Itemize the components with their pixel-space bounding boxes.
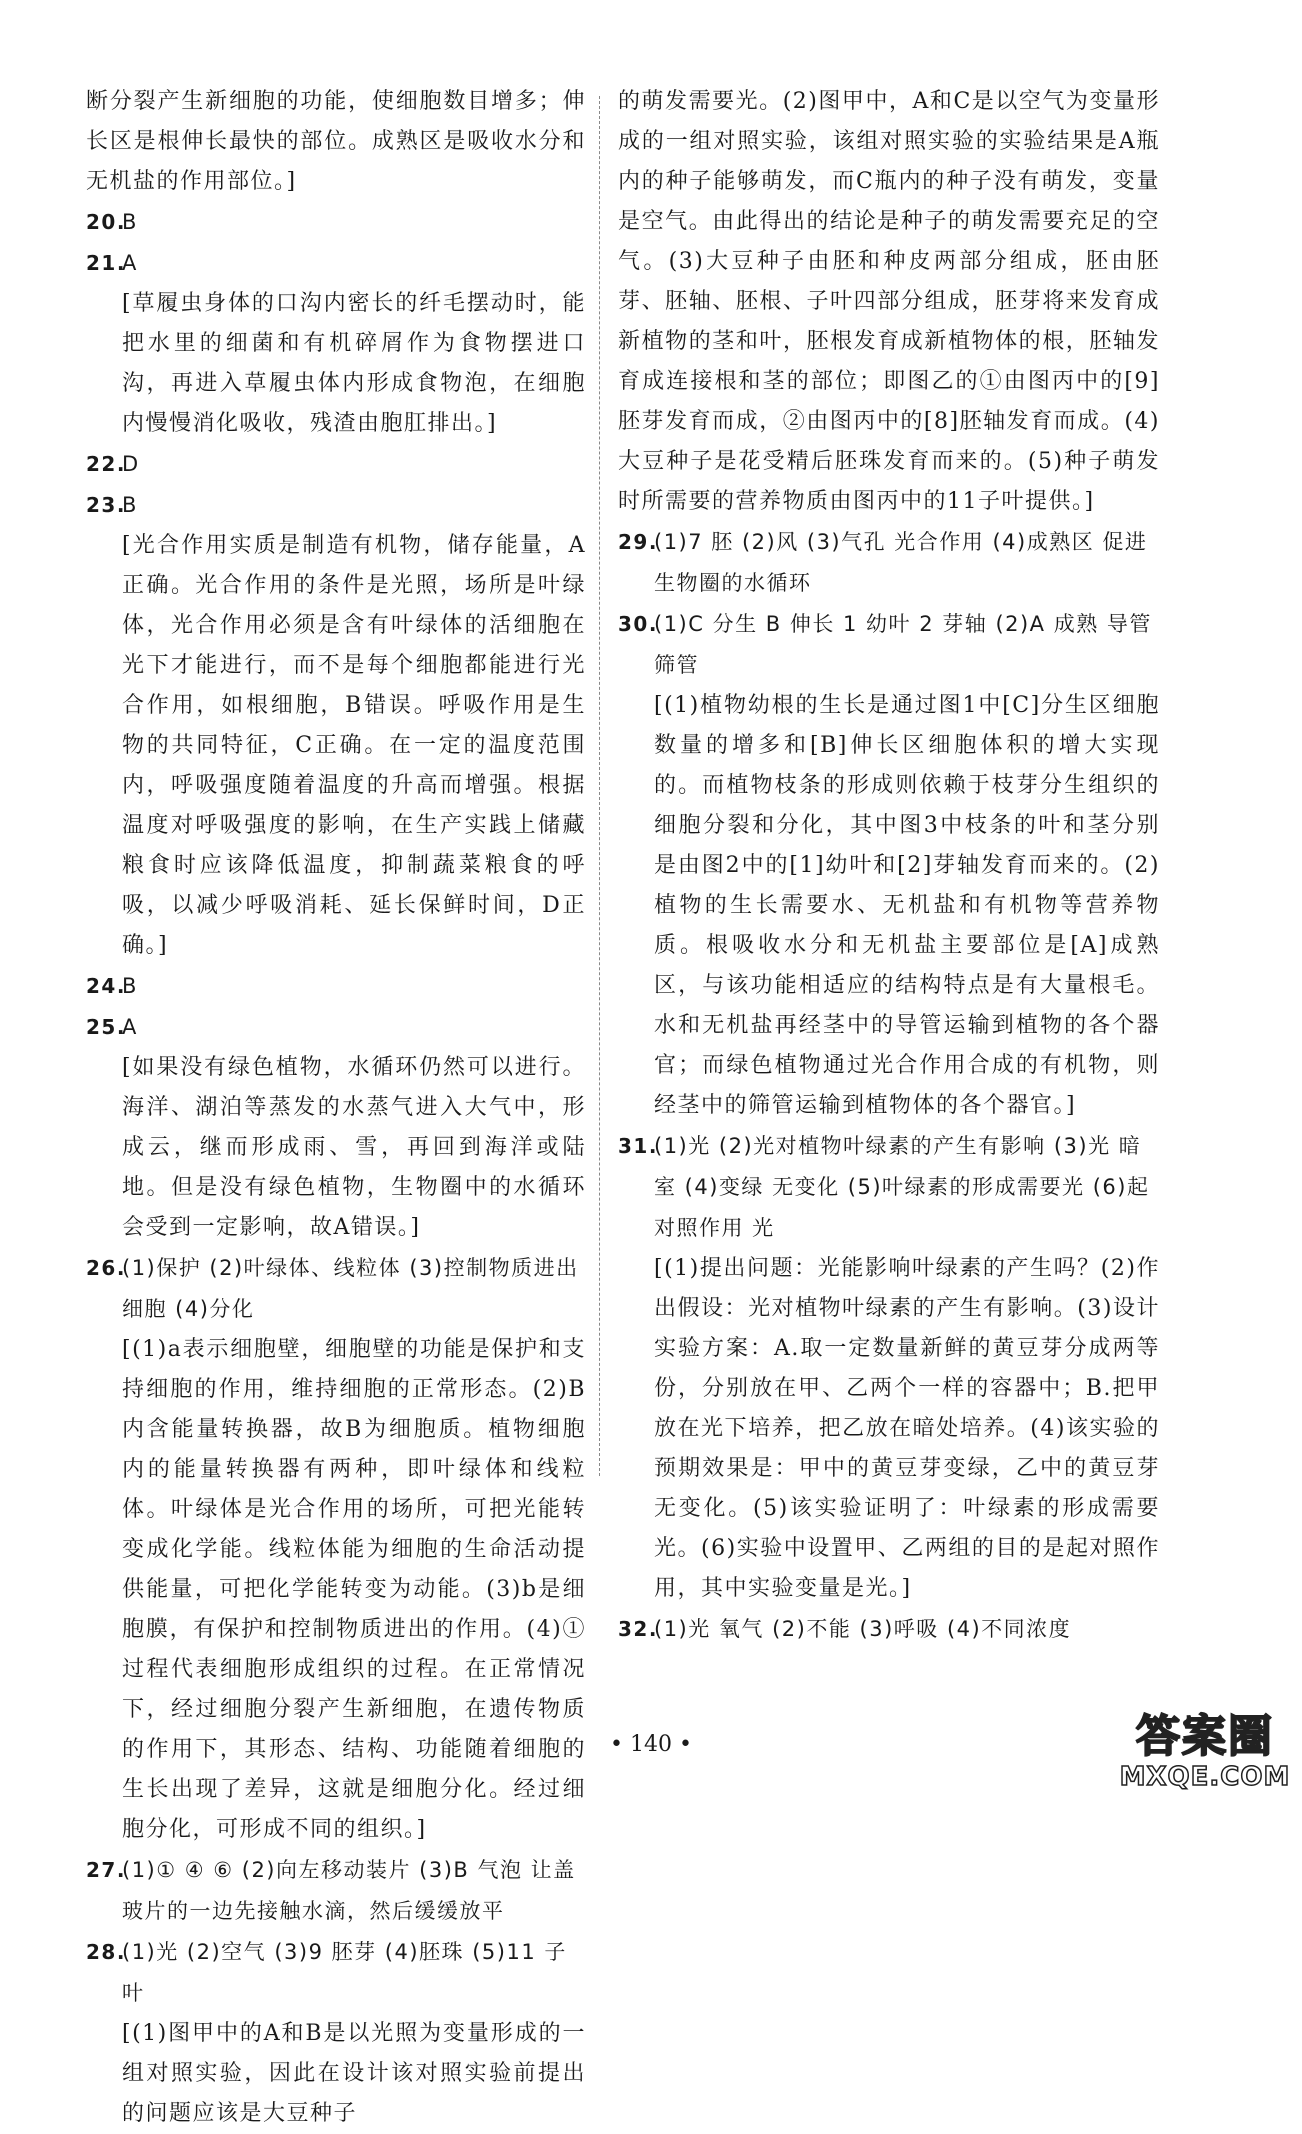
column-divider	[599, 96, 600, 1476]
answer-text: (1)① ④ ⑥ (2)向左移动装片 (3)B 气泡 让盖玻片的一边先接触水滴，然后缓缓放平	[122, 1858, 576, 1923]
explanation-text: [(1)提出问题：光能影响叶绿素的产生吗？(2)作出假设：光对植物叶绿素的产生有影响。(3)设计实验方案：A.取一定数量新鲜的黄豆芽分成两等份，分别放在甲、乙两个一样的容器中；B.把甲放在光下培养，把乙放在暗处培养。(4)该实验的预期效果是：甲中的黄豆芽变绿，乙中的黄豆芽无变化。(5)该实验证明了：叶绿素的形成需要光。(6)实验中设置甲、乙两组的目的是起对照作用，其中实验变量是光。]	[654, 1256, 1160, 1601]
question-number: 21.	[86, 251, 126, 275]
answer-text: B	[122, 210, 138, 234]
watermark-logo-text: 答案圈	[1136, 1711, 1274, 1762]
question-number: 27.	[86, 1858, 126, 1882]
answer-item	[618, 1609, 1160, 1650]
answer-text: (1)保护 (2)叶绿体、线粒体 (3)控制物质进出细胞 (4)分化	[122, 1256, 579, 1321]
continuation-text: 断分裂产生新细胞的功能，使细胞数目增多；伸长区是根伸长最快的部位。成熟区是吸收水分和无机盐的作用部位。]	[86, 89, 586, 194]
answer-item	[86, 1248, 586, 1330]
question-number: 25.	[86, 1015, 126, 1039]
left-answer-list	[86, 202, 586, 2134]
question-number: 32.	[618, 1617, 658, 1641]
question-number: 20.	[86, 210, 126, 234]
answer-item	[86, 1007, 586, 1048]
answer-text: B	[122, 974, 138, 998]
left-column	[86, 82, 586, 2134]
explanation-text: [草履虫身体的口沟内密长的纤毛摆动时，能把水里的细菌和有机碎屑作为食物摆进口沟，再进入草履虫体内形成食物泡，在细胞内慢慢消化吸收，残渣由胞肛排出。]	[122, 291, 586, 436]
answer-text: (1)光 (2)光对植物叶绿素的产生有影响 (3)光 暗室 (4)变绿 无变化 (5)叶绿素的形成需要光 (6)起对照作用 光	[654, 1134, 1150, 1240]
explanation-text: [(1)图甲中的A和B是以光照为变量形成的一组对照实验，因此在设计该对照实验前提出的问题应该是大豆种子	[122, 2021, 586, 2126]
question-number: 28.	[86, 1940, 126, 1964]
question-number: 23.	[86, 493, 126, 517]
answer-item	[618, 1126, 1160, 1249]
answer-text: B	[122, 493, 138, 517]
answer-item	[86, 1850, 586, 1932]
question-number: 31.	[618, 1134, 658, 1158]
explanation-text: [(1)a表示细胞壁，细胞壁的功能是保护和支持细胞的作用，维持细胞的正常形态。(2)B内含能量转换器，故B为细胞质。植物细胞内的能量转换器有两种，即叶绿体和线粒体。叶绿体是光合作用的场所，可把光能转变成化学能。线粒体能为细胞的生命活动提供能量，可把化学能转变为动能。(3)b是细胞膜，有保护和控制物质进出的作用。(4)①过程代表细胞形成组织的过程。在正常情况下，经过细胞分裂产生新细胞，在遗传物质的作用下，其形态、结构、功能随着细胞的生长出现了差异，这就是细胞分化。经过细胞分化，可形成不同的组织。]	[122, 1337, 586, 1842]
answer-text: A	[122, 251, 138, 275]
right-column	[618, 82, 1160, 1650]
answer-item	[618, 522, 1160, 604]
watermark-logo	[1116, 1712, 1294, 1792]
page-number: • 140 •	[610, 1732, 692, 1757]
answer-text: (1)光 氧气 (2)不能 (3)呼吸 (4)不同浓度	[654, 1617, 1072, 1641]
explanation-text: [(1)植物幼根的生长是通过图1中[C]分生区细胞数量的增多和[B]伸长区细胞体积的增大实现的。而植物枝条的形成则依赖于枝芽分生组织的细胞分裂和分化，其中图3中枝条的叶和茎分别是由图2中的[1]幼叶和[2]芽轴发育而来的。(2)植物的生长需要水、无机盐和有机物等营养物质。根吸收水分和无机盐主要部位是[A]成熟区，与该功能相适应的结构特点是有大量根毛。水和无机盐再经茎中的导管运输到植物的各个器官；而绿色植物通过光合作用合成的有机物，则经茎中的筛管运输到植物体的各个器官。]	[654, 693, 1160, 1118]
right-answer-list	[618, 522, 1160, 1650]
explanation-text: [光合作用实质是制造有机物，储存能量，A正确。光合作用的条件是光照，场所是叶绿体，光合作用必须是含有叶绿体的活细胞在光下才能进行，而不是每个细胞都能进行光合作用，如根细胞，B错误。呼吸作用是生物的共同特征，C正确。在一定的温度范围内，呼吸强度随着温度的升高而增强。根据温度对呼吸强度的影响，在生产实践上储藏粮食时应该降低温度，抑制蔬菜粮食的呼吸，以减少呼吸消耗、延长保鲜时间，D正确。]	[122, 533, 586, 958]
question-number: 26.	[86, 1256, 126, 1280]
answer-item	[86, 202, 586, 243]
answer-text: (1)7 胚 (2)风 (3)气孔 光合作用 (4)成熟区 促进生物圈的水循环	[654, 530, 1148, 595]
answer-item	[86, 1932, 586, 2014]
answer-text: D	[122, 452, 140, 476]
question-number: 30.	[618, 612, 658, 636]
question-number: 24.	[86, 974, 126, 998]
answer-text: (1)光 (2)空气 (3)9 胚芽 (4)胚珠 (5)11 子叶	[122, 1940, 567, 2005]
answer-item	[86, 444, 586, 485]
answer-text: (1)C 分生 B 伸长 1 幼叶 2 芽轴 (2)A 成熟 导管 筛管	[654, 612, 1152, 677]
answer-item	[86, 966, 586, 1007]
answer-item	[86, 485, 586, 526]
question-number: 22.	[86, 452, 126, 476]
question-number: 29.	[618, 530, 658, 554]
explanation-text: [如果没有绿色植物，水循环仍然可以进行。海洋、湖泊等蒸发的水蒸气进入大气中，形成云，继而形成雨、雪，再回到海洋或陆地。但是没有绿色植物，生物圈中的水循环会受到一定影响，故A错误。]	[122, 1055, 586, 1240]
watermark-url: MXQE.COM	[1119, 1762, 1291, 1792]
continuation-text: 的萌发需要光。(2)图甲中，A和C是以空气为变量形成的一组对照实验，该组对照实验的实验结果是A瓶内的种子能够萌发，而C瓶内的种子没有萌发，变量是空气。由此得出的结论是种子的萌发需要充足的空气。(3)大豆种子由胚和种皮两部分组成，胚由胚芽、胚轴、胚根、子叶四部分组成，胚芽将来发育成新植物的茎和叶，胚根发育成新植物体的根，胚轴发育成连接根和茎的部位；即图乙的①由图丙中的[9]胚芽发育而成，②由图丙中的[8]胚轴发育而成。(4)大豆种子是花受精后胚珠发育而来的。(5)种子萌发时所需要的营养物质由图丙中的11子叶提供。]	[618, 89, 1160, 514]
answer-text: A	[122, 1015, 138, 1039]
answer-item	[86, 243, 586, 284]
answer-item	[618, 604, 1160, 686]
